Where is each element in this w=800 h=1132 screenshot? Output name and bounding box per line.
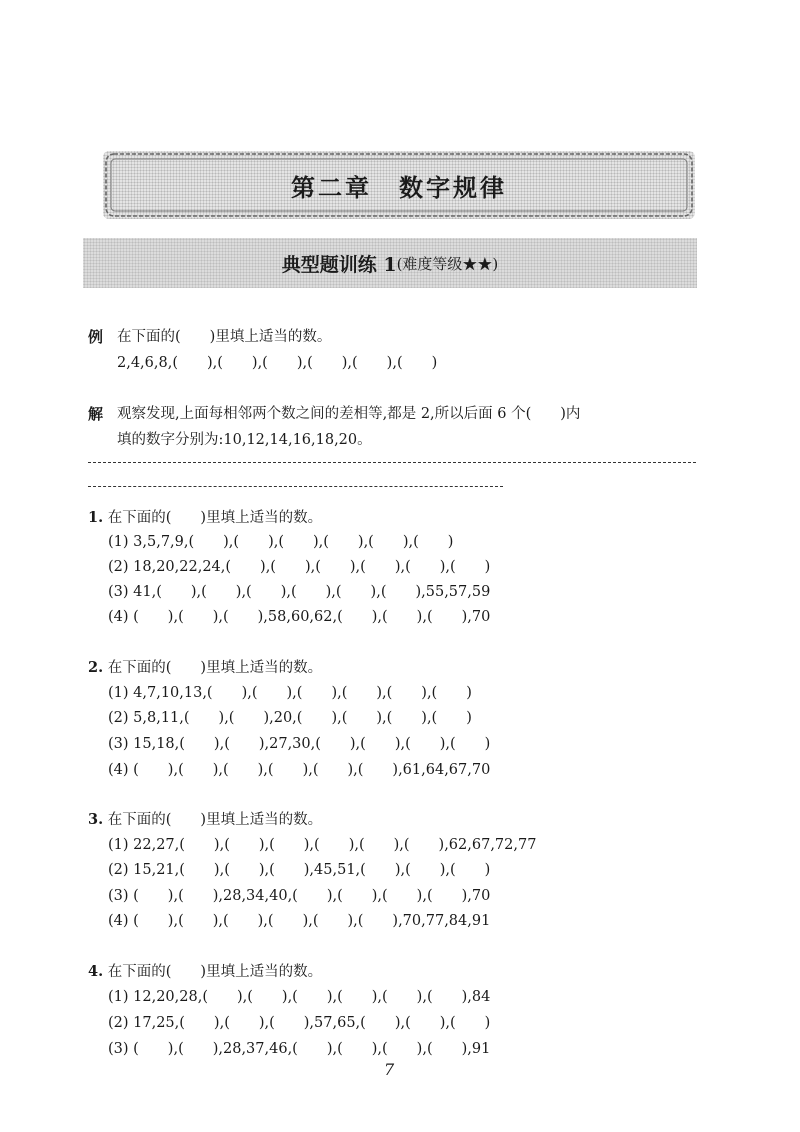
- question-item: (1) 12,20,28,( ),( ),( ),( ),( ),( ),84: [108, 989, 491, 1005]
- page-number: 7: [384, 1060, 395, 1079]
- question-item: (2) 17,25,( ),( ),( ),57,65,( ),( ),( ): [108, 1015, 491, 1031]
- question-heading: [88, 658, 322, 678]
- question-item: (3) ( ),( ),28,34,40,( ),( ),( ),( ),70: [108, 888, 491, 904]
- section-title: 典型题训练 1: [281, 253, 397, 276]
- example-prompt: 在下面的( )里填上适当的数。: [117, 329, 332, 345]
- solution-line-2: 填的数字分别为:10,12,14,16,18,20。: [117, 432, 372, 448]
- question-prompt: 在下面的( )里填上适当的数。: [107, 660, 323, 676]
- question-heading: [88, 962, 322, 982]
- question-number: 1.: [88, 509, 104, 526]
- chapter-title: 第二章 数字规律: [291, 172, 507, 202]
- question-heading: [88, 810, 322, 830]
- question-heading: [88, 508, 322, 528]
- question-item: (3) 41,( ),( ),( ),( ),( ),( ),55,57,59: [108, 584, 491, 600]
- question-item: (3) ( ),( ),28,37,46,( ),( ),( ),( ),91: [108, 1041, 491, 1057]
- section-heading: [83, 238, 697, 288]
- question-item: (2) 15,21,( ),( ),( ),45,51,( ),( ),( ): [108, 862, 491, 878]
- question-item: (1) 3,5,7,9,( ),( ),( ),( ),( ),( ): [108, 534, 454, 550]
- question-item: (4) ( ),( ),( ),( ),( ),( ),61,64,67,70: [108, 762, 491, 778]
- question-item: (2) 18,20,22,24,( ),( ),( ),( ),( ),( ): [108, 559, 491, 575]
- question-item: (3) 15,18,( ),( ),27,30,( ),( ),( ),( ): [108, 736, 491, 752]
- question-number: 3.: [88, 811, 104, 828]
- solution-line-1: 观察发现,上面每相邻两个数之间的差相等,都是 2,所以后面 6 个( )内: [117, 406, 581, 422]
- example-sequence: 2,4,6,8,( ),( ),( ),( ),( ),( ): [117, 355, 438, 371]
- difficulty-label: (难度等级★★): [396, 254, 499, 273]
- dashed-divider: [88, 462, 696, 463]
- solution-label: 解: [88, 405, 104, 423]
- question-number: 2.: [88, 659, 104, 676]
- question-number: 4.: [88, 963, 104, 980]
- dashed-divider: [88, 486, 503, 487]
- question-item: (4) ( ),( ),( ),( ),( ),( ),70,77,84,91: [108, 913, 491, 929]
- question-item: (1) 4,7,10,13,( ),( ),( ),( ),( ),( ): [108, 685, 472, 701]
- question-item: (2) 5,8,11,( ),( ),20,( ),( ),( ),( ): [108, 710, 472, 726]
- question-item: (4) ( ),( ),( ),58,60,62,( ),( ),( ),70: [108, 609, 491, 625]
- question-prompt: 在下面的( )里填上适当的数。: [107, 964, 323, 980]
- example-label: 例: [88, 328, 104, 346]
- question-prompt: 在下面的( )里填上适当的数。: [107, 812, 323, 828]
- question-prompt: 在下面的( )里填上适当的数。: [107, 510, 323, 526]
- question-item: (1) 22,27,( ),( ),( ),( ),( ),( ),62,67,72,77: [108, 837, 537, 853]
